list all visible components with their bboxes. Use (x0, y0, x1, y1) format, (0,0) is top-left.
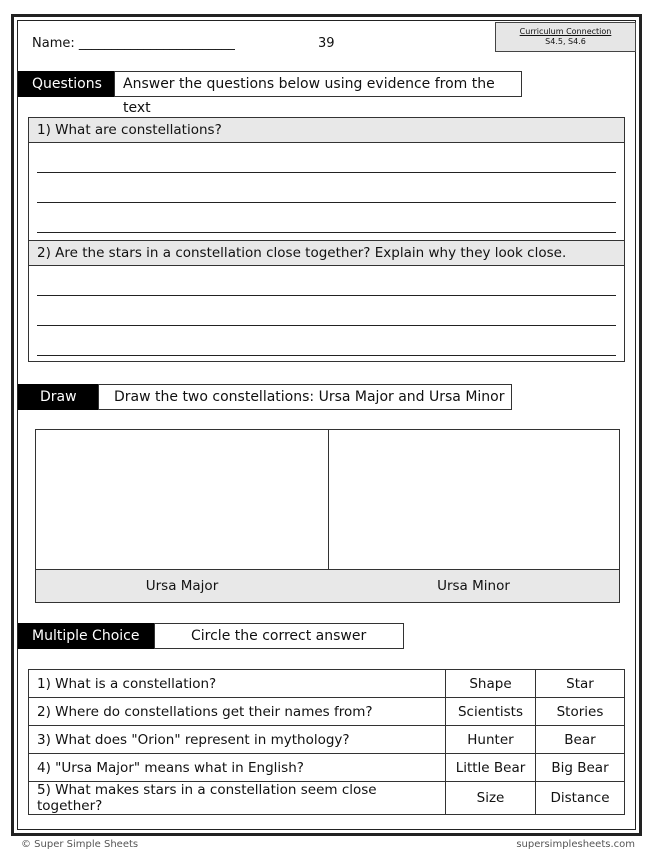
mc-option[interactable]: Size (446, 782, 536, 815)
drawing-box-ursa-major[interactable] (36, 430, 329, 602)
answer-line[interactable] (37, 325, 616, 326)
mc-question: 2) Where do constellations get their names from? (29, 698, 446, 726)
mc-option[interactable]: Bear (536, 726, 625, 754)
caption-ursa-minor: Ursa Minor (328, 569, 619, 602)
question-2-text: 2) Are the stars in a constellation close together? Explain why they look close. (29, 241, 624, 266)
mc-question: 5) What makes stars in a constellation seem close together? (29, 782, 446, 815)
mc-option[interactable]: Distance (536, 782, 625, 815)
mc-option[interactable]: Shape (446, 670, 536, 698)
mc-question: 4) "Ursa Major" means what in English? (29, 754, 446, 782)
table-row (29, 782, 625, 815)
mc-option[interactable]: Scientists (446, 698, 536, 726)
table-row (29, 698, 625, 726)
mc-option[interactable]: Stories (536, 698, 625, 726)
footer-website[interactable]: supersimplesheets.com (516, 839, 635, 850)
drawing-area (35, 429, 620, 603)
caption-ursa-major: Ursa Major (36, 569, 328, 602)
question-1-text: 1) What are constellations? (29, 118, 624, 143)
footer-copyright: © Super Simple Sheets (21, 839, 139, 850)
mc-option[interactable]: Big Bear (536, 754, 625, 782)
table-row (29, 754, 625, 782)
curriculum-title: Curriculum Connection (519, 27, 612, 36)
questions-instruction: Answer the questions below using evidence from the text (114, 71, 522, 97)
draw-section-label: Draw (18, 384, 98, 410)
drawing-box-ursa-minor[interactable] (328, 430, 619, 602)
answer-line[interactable] (37, 355, 616, 356)
mc-question: 3) What does "Orion" represent in mythology? (29, 726, 446, 754)
mc-option[interactable]: Little Bear (446, 754, 536, 782)
table-row (29, 726, 625, 754)
answer-line[interactable] (37, 295, 616, 296)
multiple-choice-table (28, 669, 625, 815)
answer-line[interactable] (37, 232, 616, 233)
name-field[interactable]: Name: ________________________ (32, 36, 235, 51)
curriculum-codes: S4.5, S4.6 (545, 37, 586, 46)
answer-line[interactable] (37, 172, 616, 173)
curriculum-connection-box (495, 22, 636, 52)
answer-line[interactable] (37, 202, 616, 203)
mc-option[interactable]: Star (536, 670, 625, 698)
multiple-choice-section-label: Multiple Choice (18, 623, 154, 649)
mc-option[interactable]: Hunter (446, 726, 536, 754)
questions-section-label: Questions (18, 71, 114, 97)
draw-instruction: Draw the two constellations: Ursa Major and Ursa Minor (98, 384, 512, 410)
table-row (29, 670, 625, 698)
question-box-2 (28, 240, 625, 362)
question-box-1 (28, 117, 625, 241)
page-number: 39 (318, 36, 335, 51)
multiple-choice-instruction: Circle the correct answer (154, 623, 404, 649)
mc-question: 1) What is a constellation? (29, 670, 446, 698)
